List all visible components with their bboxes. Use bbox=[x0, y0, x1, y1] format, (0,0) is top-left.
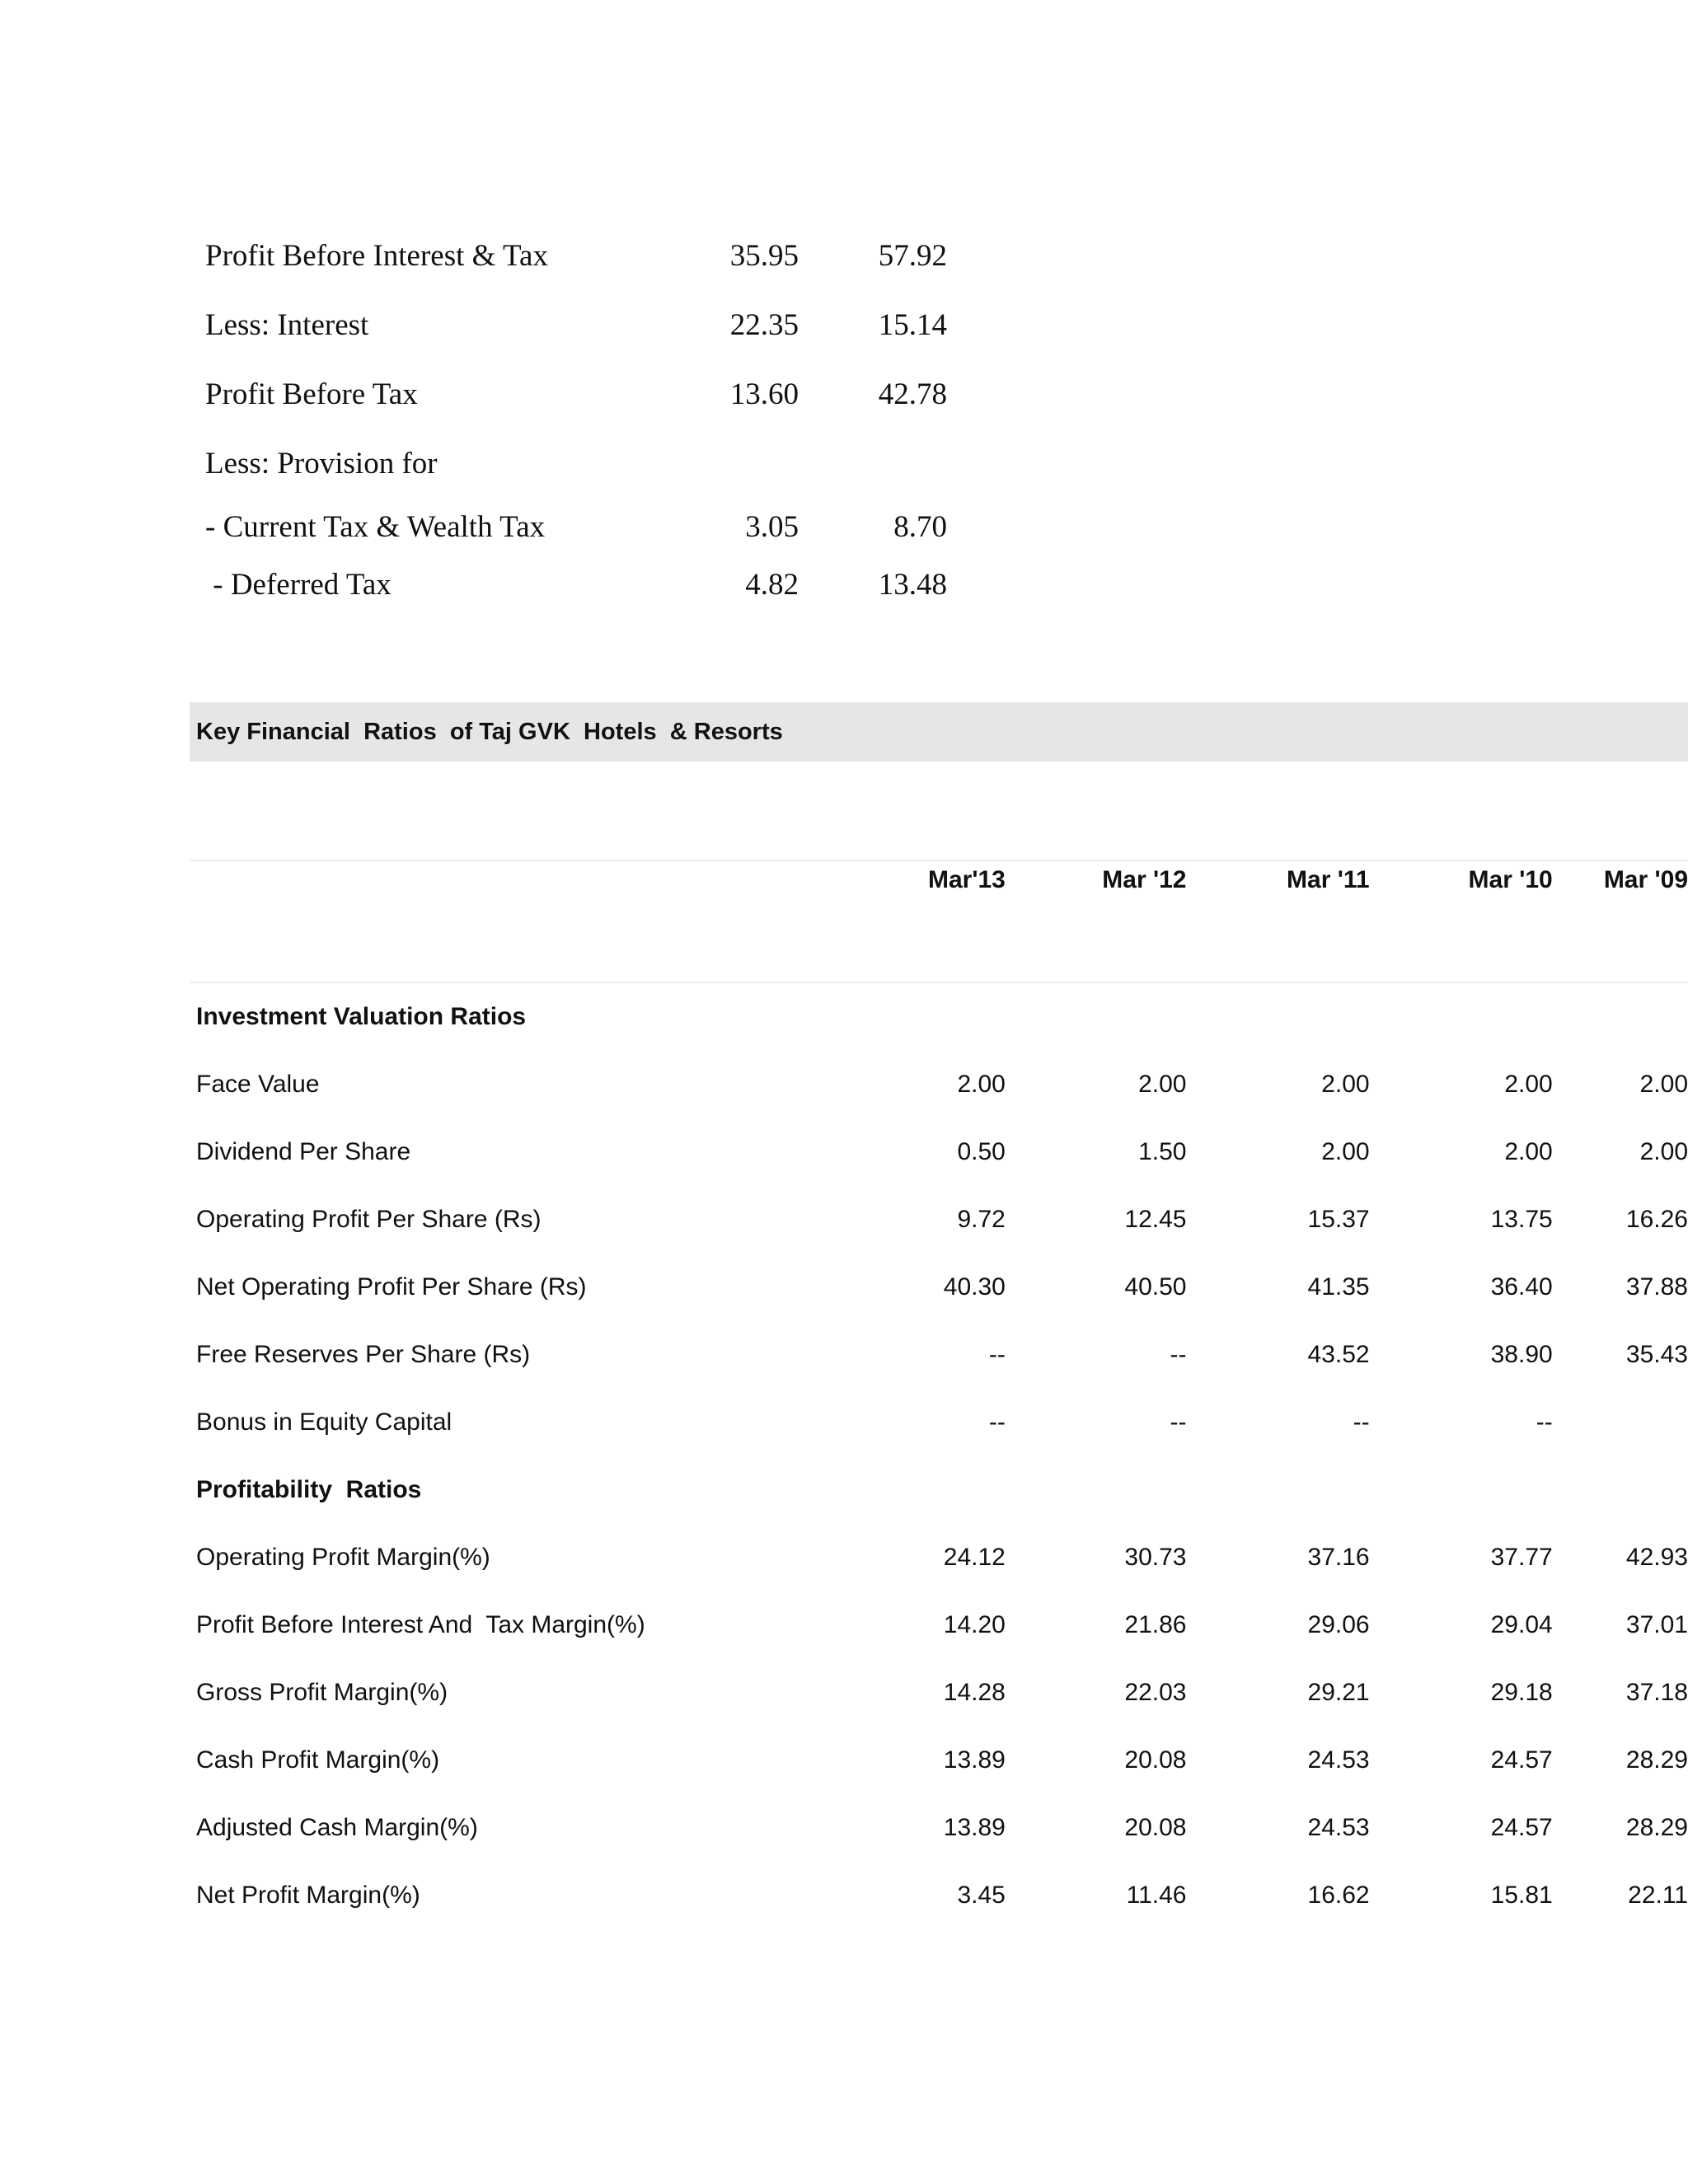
section-heading-row bbox=[190, 983, 1688, 1051]
cell-value: 14.28 bbox=[943, 1679, 1006, 1706]
cell-value: 41.35 bbox=[1307, 1273, 1370, 1301]
header-blank bbox=[190, 861, 832, 983]
cell-value: 20.08 bbox=[1124, 1746, 1187, 1774]
cell-value: 15.81 bbox=[1490, 1882, 1553, 1909]
pl-value: 8.70 bbox=[893, 509, 947, 544]
cell-value: 37.77 bbox=[1490, 1544, 1553, 1571]
cell-value: 2.00 bbox=[1321, 1138, 1370, 1165]
cell-value: 13.89 bbox=[943, 1746, 1006, 1774]
pl-value bbox=[807, 429, 947, 498]
row-label: Cash Profit Margin(%) bbox=[196, 1746, 440, 1774]
table-row bbox=[190, 1186, 1688, 1254]
cell-value: 20.08 bbox=[1124, 1814, 1187, 1841]
cell-value: -- bbox=[988, 1408, 1006, 1436]
pl-label: Less: Provision for bbox=[205, 446, 438, 480]
cell-value: 11.46 bbox=[1126, 1882, 1187, 1909]
pl-value: 42.78 bbox=[878, 377, 947, 411]
cell-value: 16.62 bbox=[1307, 1882, 1370, 1909]
table-row bbox=[190, 1794, 1688, 1862]
year-header: Mar '12 bbox=[1102, 866, 1187, 893]
pl-label: - Current Tax & Wealth Tax bbox=[205, 509, 546, 544]
pl-value: 22.35 bbox=[729, 307, 799, 342]
section-heading: Profitability Ratios bbox=[196, 1476, 422, 1503]
cell-value: 37.88 bbox=[1625, 1273, 1688, 1301]
cell-value: 24.53 bbox=[1307, 1814, 1370, 1841]
cell-value: 29.04 bbox=[1490, 1611, 1553, 1638]
cell-value: 2.00 bbox=[1138, 1071, 1187, 1098]
table-row bbox=[190, 1389, 1688, 1456]
pl-row-deferred-tax bbox=[205, 555, 947, 613]
cell-value: 15.37 bbox=[1307, 1206, 1370, 1233]
pl-row-pbt bbox=[205, 359, 947, 429]
cell-value: 2.00 bbox=[1639, 1138, 1688, 1165]
cell-value: 29.06 bbox=[1307, 1611, 1370, 1638]
pl-value: 57.92 bbox=[878, 238, 947, 273]
cell-value: 30.73 bbox=[1124, 1544, 1187, 1571]
cell-value: -- bbox=[988, 1341, 1006, 1368]
pl-label: Profit Before Interest & Tax bbox=[205, 238, 548, 273]
pl-row-provision bbox=[205, 429, 947, 498]
cell-value: 0.50 bbox=[957, 1138, 1006, 1165]
cell-value: 2.00 bbox=[1321, 1071, 1370, 1098]
table-row bbox=[190, 1321, 1688, 1389]
table-row bbox=[190, 1051, 1688, 1118]
year-header: Mar'13 bbox=[928, 866, 1006, 893]
cell-value: 22.11 bbox=[1628, 1882, 1688, 1909]
cell-value: 9.72 bbox=[957, 1206, 1006, 1233]
row-label: Operating Profit Margin(%) bbox=[196, 1544, 490, 1571]
row-label: Net Operating Profit Per Share (Rs) bbox=[196, 1273, 587, 1301]
row-label: Adjusted Cash Margin(%) bbox=[196, 1814, 478, 1841]
section-heading-row bbox=[190, 1456, 1688, 1524]
cell-value: 24.12 bbox=[943, 1544, 1006, 1571]
row-label: Face Value bbox=[196, 1071, 320, 1098]
cell-value: 24.57 bbox=[1490, 1746, 1553, 1774]
cell-value: 43.52 bbox=[1307, 1341, 1370, 1368]
cell-value: 28.29 bbox=[1625, 1814, 1688, 1841]
cell-value: 12.45 bbox=[1124, 1206, 1187, 1233]
cell-value: -- bbox=[1536, 1408, 1553, 1436]
cell-value: 2.00 bbox=[1639, 1071, 1688, 1098]
cell-value bbox=[1553, 1389, 1688, 1456]
table-row bbox=[190, 1862, 1688, 1929]
pl-value: 35.95 bbox=[729, 238, 799, 273]
row-label: Net Profit Margin(%) bbox=[196, 1882, 420, 1909]
pl-value bbox=[634, 429, 807, 498]
year-header: Mar '11 bbox=[1287, 866, 1370, 893]
cell-value: 36.40 bbox=[1490, 1273, 1553, 1301]
table-row bbox=[190, 1254, 1688, 1321]
year-header: Mar '10 bbox=[1468, 866, 1553, 893]
cell-value: 37.01 bbox=[1625, 1611, 1688, 1638]
row-label: Profit Before Interest And Tax Margin(%) bbox=[196, 1611, 645, 1638]
cell-value: -- bbox=[1170, 1408, 1187, 1436]
profit-loss-table bbox=[205, 221, 947, 613]
cell-value: 37.18 bbox=[1625, 1679, 1688, 1706]
table-row bbox=[190, 1727, 1688, 1794]
cell-value: -- bbox=[1353, 1408, 1370, 1436]
pl-value: 4.82 bbox=[745, 567, 799, 602]
cell-value: -- bbox=[1170, 1341, 1187, 1368]
ratios-title: Key Financial Ratios of Taj GVK Hotels & Resorts bbox=[196, 718, 783, 745]
pl-value: 13.60 bbox=[729, 377, 799, 411]
pl-label: Profit Before Tax bbox=[205, 377, 418, 411]
cell-value: 1.50 bbox=[1138, 1138, 1187, 1165]
ratios-title-bar bbox=[190, 702, 1688, 762]
cell-value: 24.53 bbox=[1307, 1746, 1370, 1774]
pl-value: 13.48 bbox=[878, 567, 947, 602]
pl-row-current-tax bbox=[205, 498, 947, 555]
cell-value: 24.57 bbox=[1490, 1814, 1553, 1841]
cell-value: 29.18 bbox=[1490, 1679, 1553, 1706]
cell-value: 38.90 bbox=[1490, 1341, 1553, 1368]
row-label: Gross Profit Margin(%) bbox=[196, 1679, 448, 1706]
cell-value: 16.26 bbox=[1625, 1206, 1688, 1233]
pl-row-interest bbox=[205, 290, 947, 359]
table-row bbox=[190, 1591, 1688, 1659]
cell-value: 40.30 bbox=[943, 1273, 1006, 1301]
ratios-table bbox=[190, 861, 1688, 1929]
cell-value: 37.16 bbox=[1307, 1544, 1370, 1571]
pl-value: 15.14 bbox=[878, 307, 947, 342]
row-label: Free Reserves Per Share (Rs) bbox=[196, 1341, 531, 1368]
cell-value: 22.03 bbox=[1124, 1679, 1187, 1706]
cell-value: 40.50 bbox=[1124, 1273, 1187, 1301]
section-heading: Investment Valuation Ratios bbox=[196, 1003, 527, 1030]
cell-value: 29.21 bbox=[1307, 1679, 1370, 1706]
cell-value: 35.43 bbox=[1625, 1341, 1688, 1368]
cell-value: 2.00 bbox=[1504, 1138, 1553, 1165]
cell-value: 14.20 bbox=[943, 1611, 1006, 1638]
cell-value: 2.00 bbox=[957, 1071, 1006, 1098]
row-label: Bonus in Equity Capital bbox=[196, 1408, 452, 1436]
cell-value: 13.89 bbox=[943, 1814, 1006, 1841]
cell-value: 28.29 bbox=[1625, 1746, 1688, 1774]
table-row bbox=[190, 1524, 1688, 1591]
year-header-row bbox=[190, 861, 1688, 983]
table-row bbox=[190, 1118, 1688, 1186]
cell-value: 42.93 bbox=[1625, 1544, 1688, 1571]
year-header: Mar '09 bbox=[1603, 866, 1688, 893]
cell-value: 3.45 bbox=[957, 1882, 1006, 1909]
pl-value: 3.05 bbox=[745, 509, 799, 544]
pl-row-pbit bbox=[205, 221, 947, 290]
cell-value: 13.75 bbox=[1490, 1206, 1553, 1233]
cell-value: 21.86 bbox=[1124, 1611, 1187, 1638]
row-label: Operating Profit Per Share (Rs) bbox=[196, 1206, 542, 1233]
pl-label: - Deferred Tax bbox=[205, 567, 392, 602]
pl-label: Less: Interest bbox=[205, 307, 369, 342]
row-label: Dividend Per Share bbox=[196, 1138, 411, 1165]
cell-value: 2.00 bbox=[1504, 1071, 1553, 1098]
table-row bbox=[190, 1659, 1688, 1727]
